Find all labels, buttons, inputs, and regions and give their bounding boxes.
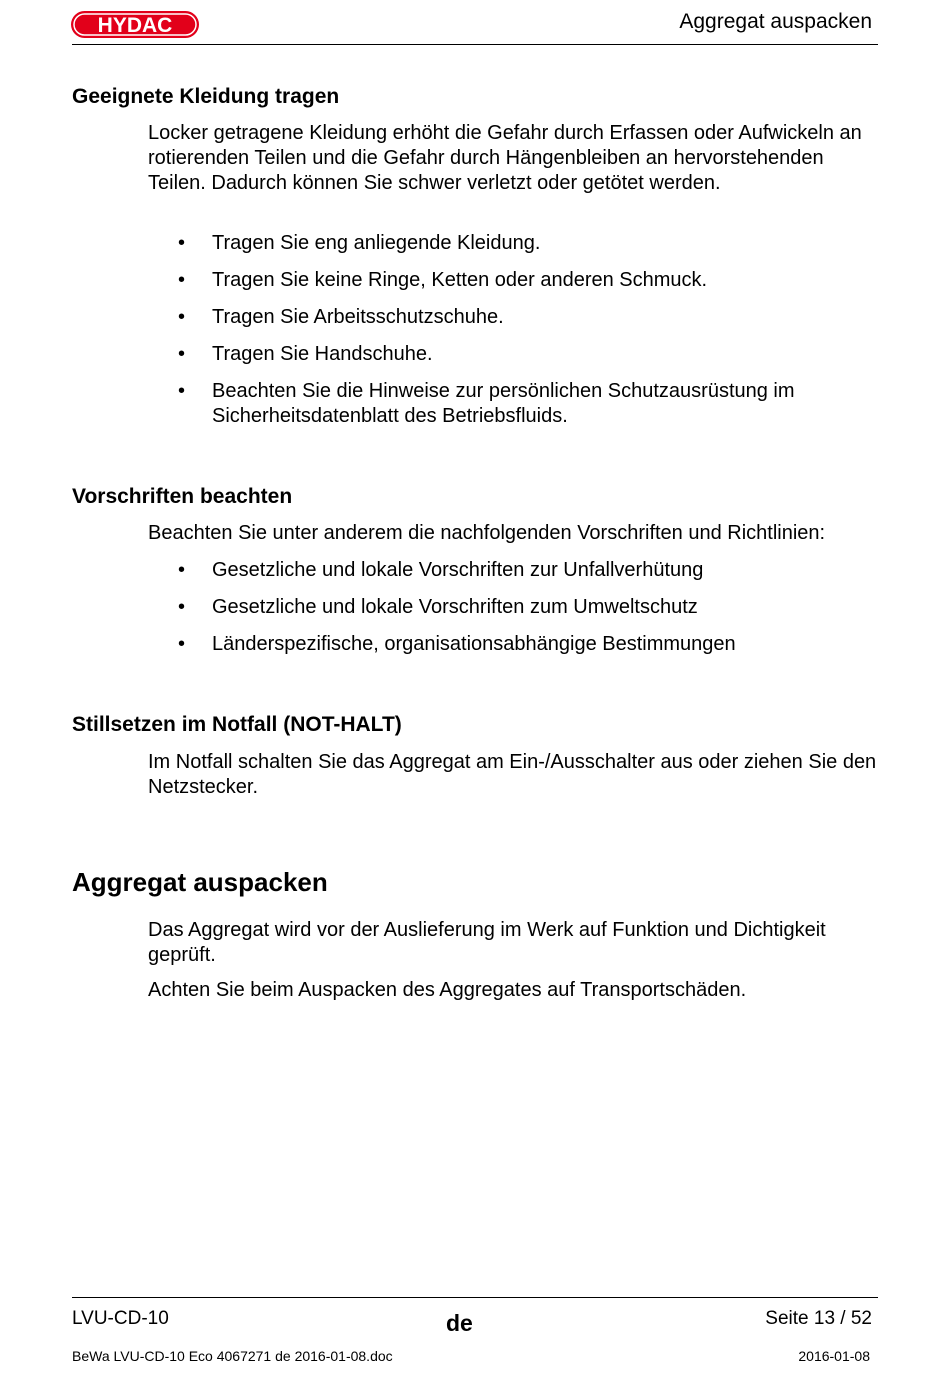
list-item: • Gesetzliche und lokale Vorschriften zum Umweltschutz bbox=[148, 595, 883, 620]
hydac-logo bbox=[70, 10, 200, 39]
unpacking-paragraph-2: Achten Sie beim Auspacken des Aggregates auf Transportschäden. bbox=[148, 979, 747, 1001]
list-item: • Tragen Sie Handschuhe. bbox=[148, 342, 883, 367]
footer-date: 2016-01-08 bbox=[798, 1348, 870, 1364]
list-item: • Tragen Sie Arbeitsschutzschuhe. bbox=[148, 305, 883, 330]
main-heading-unpacking: Aggregat auspacken bbox=[72, 867, 328, 897]
logo-text: HYDAC bbox=[97, 14, 173, 37]
footer-document-name: BeWa LVU-CD-10 Eco 4067271 de 2016-01-08.doc bbox=[72, 1348, 393, 1364]
footer-page-number: Seite 13 / 52 bbox=[765, 1308, 872, 1329]
section-paragraph-clothing: Locker getragene Kleidung erhöht die Gefahr durch Erfassen oder Aufwickeln an rotierenden Teilen und die Gefahr durch Hängenbleiben an hervorstehenden Teilen. Dadurch können Sie schwer verletzt oder getötet werden. bbox=[148, 122, 862, 194]
section-paragraph-emergency-stop: Im Notfall schalten Sie das Aggregat am Ein-/Ausschalter aus oder ziehen Sie den Netzstecker. bbox=[148, 751, 877, 798]
header-divider bbox=[72, 44, 878, 45]
section-heading-regulations: Vorschriften beachten bbox=[72, 485, 293, 508]
section-heading-emergency-stop: Stillsetzen im Notfall (NOT-HALT) bbox=[72, 713, 402, 736]
unpacking-paragraph-1: Das Aggregat wird vor der Auslieferung im Werk auf Funktion und Dichtigkeit geprüft. bbox=[148, 919, 826, 966]
section-heading-clothing: Geeignete Kleidung tragen bbox=[72, 85, 340, 108]
footer-divider bbox=[72, 1297, 878, 1298]
list-item: • Länderspezifische, organisationsabhängige Bestimmungen bbox=[148, 632, 883, 657]
list-item: • Gesetzliche und lokale Vorschriften zur Unfallverhütung bbox=[148, 558, 883, 583]
list-item: • Tragen Sie keine Ringe, Ketten oder anderen Schmuck. bbox=[148, 268, 883, 293]
bullet-list-regulations bbox=[148, 558, 883, 669]
section-paragraph-regulations: Beachten Sie unter anderem die nachfolgenden Vorschriften und Richtlinien: bbox=[148, 522, 826, 544]
bullet-list-clothing bbox=[148, 231, 883, 441]
running-title: Aggregat auspacken bbox=[679, 10, 872, 33]
list-item: • Beachten Sie die Hinweise zur persönlichen Schutzausrüstung im Sicherheitsdatenblatt des Betriebsfluids. bbox=[148, 379, 883, 429]
footer-language: de bbox=[446, 1310, 473, 1336]
list-item: • Tragen Sie eng anliegende Kleidung. bbox=[148, 231, 883, 256]
footer-product: LVU-CD-10 bbox=[72, 1308, 169, 1329]
